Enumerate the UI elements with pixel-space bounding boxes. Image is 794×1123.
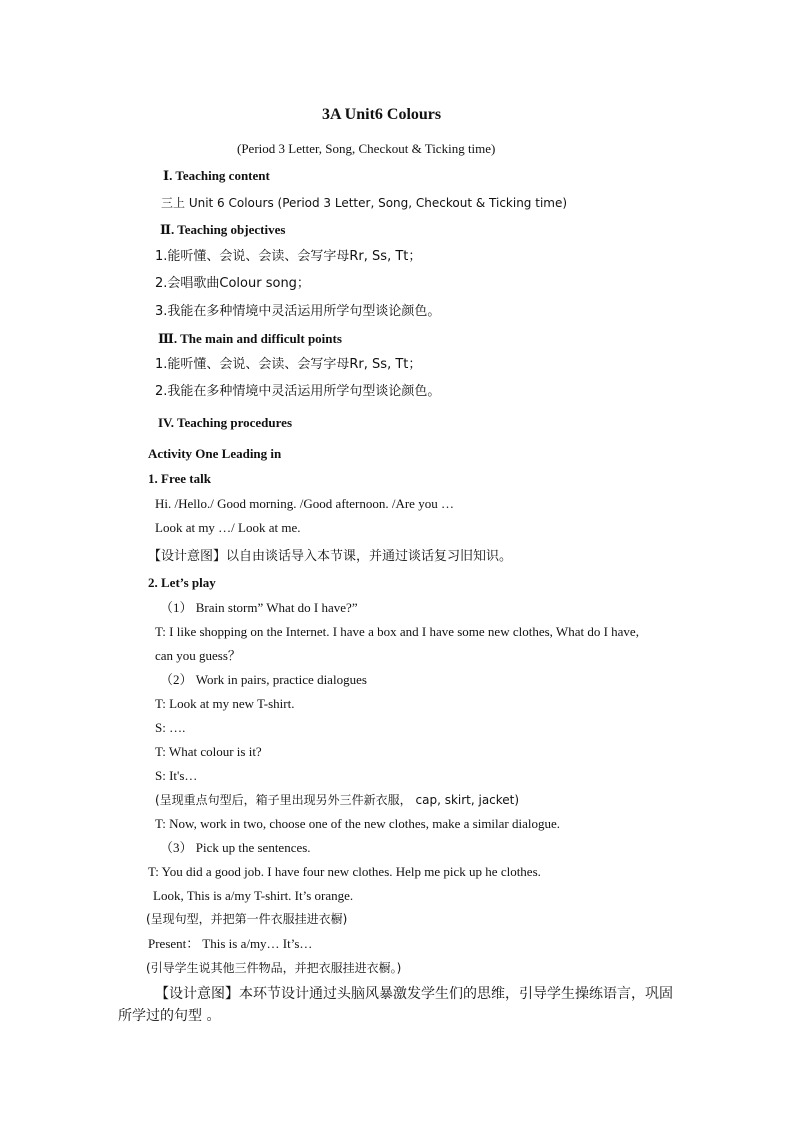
section-1-heading: Ⅰ. Teaching content bbox=[163, 168, 270, 183]
objective-item: 1.能听懂、会说、会读、会写字母Rr, Ss, Tt； bbox=[155, 249, 422, 264]
play-line: T: What colour is it? bbox=[155, 744, 262, 759]
play-line: （1） Brain storm” What do I have?” bbox=[160, 600, 358, 615]
activity-heading: Activity One Leading in bbox=[148, 446, 282, 461]
section-1-line: 三上 Unit 6 Colours (Period 3 Letter, Song, Checkout & Ticking time) bbox=[161, 196, 568, 210]
play-line: (呈现重点句型后，箱子里出现另外三件新衣服， cap, skirt, jacket) bbox=[155, 793, 520, 807]
design-intent-1: 【设计意图】以自由谈话导入本节课，并通过谈话复习旧知识。 bbox=[148, 549, 513, 564]
design-intent-2: 【设计意图】本环节设计通过头脑风暴激发学生们的思维，引导学生操练语言，巩固 bbox=[155, 986, 673, 1002]
play-line: T: Look at my new T-shirt. bbox=[155, 696, 295, 711]
section-4-heading: IV. Teaching procedures bbox=[158, 415, 293, 430]
page-title: 3A Unit6 Colours bbox=[322, 106, 442, 123]
page-subtitle: (Period 3 Letter, Song, Checkout & Ticking time) bbox=[237, 141, 496, 156]
objective-item: 3.我能在多种情境中灵活运用所学句型谈论颜色。 bbox=[155, 304, 441, 319]
play-line: T: I like shopping on the Internet. I have a box and I have some new clothes, What do I have, bbox=[155, 624, 639, 639]
play-line: T: You did a good job. I have four new clothes. Help me pick up he clothes. bbox=[148, 864, 541, 879]
section-3-heading: Ⅲ. The main and difficult points bbox=[158, 331, 342, 346]
free-talk-line: Hi. /Hello./ Good morning. /Good afternoon. /Are you … bbox=[155, 496, 454, 511]
play-line: S: It's… bbox=[155, 768, 198, 783]
play-line: (呈现句型，并把第一件衣服挂进衣橱) bbox=[146, 912, 348, 926]
design-intent-2-continued: 所学过的句型 。 bbox=[118, 1008, 221, 1024]
play-line: Look, This is a/my T-shirt. It’s orange. bbox=[153, 888, 354, 903]
free-talk-line: Look at my …/ Look at me. bbox=[155, 520, 301, 535]
play-line: （3） Pick up the sentences. bbox=[160, 840, 311, 855]
play-line: T: Now, work in two, choose one of the new clothes, make a similar dialogue. bbox=[155, 816, 561, 831]
play-line: S: …. bbox=[155, 720, 186, 735]
lets-play-heading: 2. Let’s play bbox=[148, 575, 216, 590]
section-2-heading: Ⅱ. Teaching objectives bbox=[160, 222, 286, 237]
free-talk-heading: 1. Free talk bbox=[148, 471, 211, 486]
point-item: 2.我能在多种情境中灵活运用所学句型谈论颜色。 bbox=[155, 384, 441, 399]
play-line: (引导学生说其他三件物品，并把衣服挂进衣橱。) bbox=[146, 961, 402, 975]
play-line: can you guess？ bbox=[155, 648, 241, 663]
play-line: （2） Work in pairs, practice dialogues bbox=[160, 672, 367, 687]
point-item: 1.能听懂、会说、会读、会写字母Rr, Ss, Tt； bbox=[155, 357, 422, 372]
objective-item: 2.会唱歌曲Colour song； bbox=[155, 276, 310, 291]
play-line: Present： This is a/my… It’s… bbox=[148, 936, 313, 951]
